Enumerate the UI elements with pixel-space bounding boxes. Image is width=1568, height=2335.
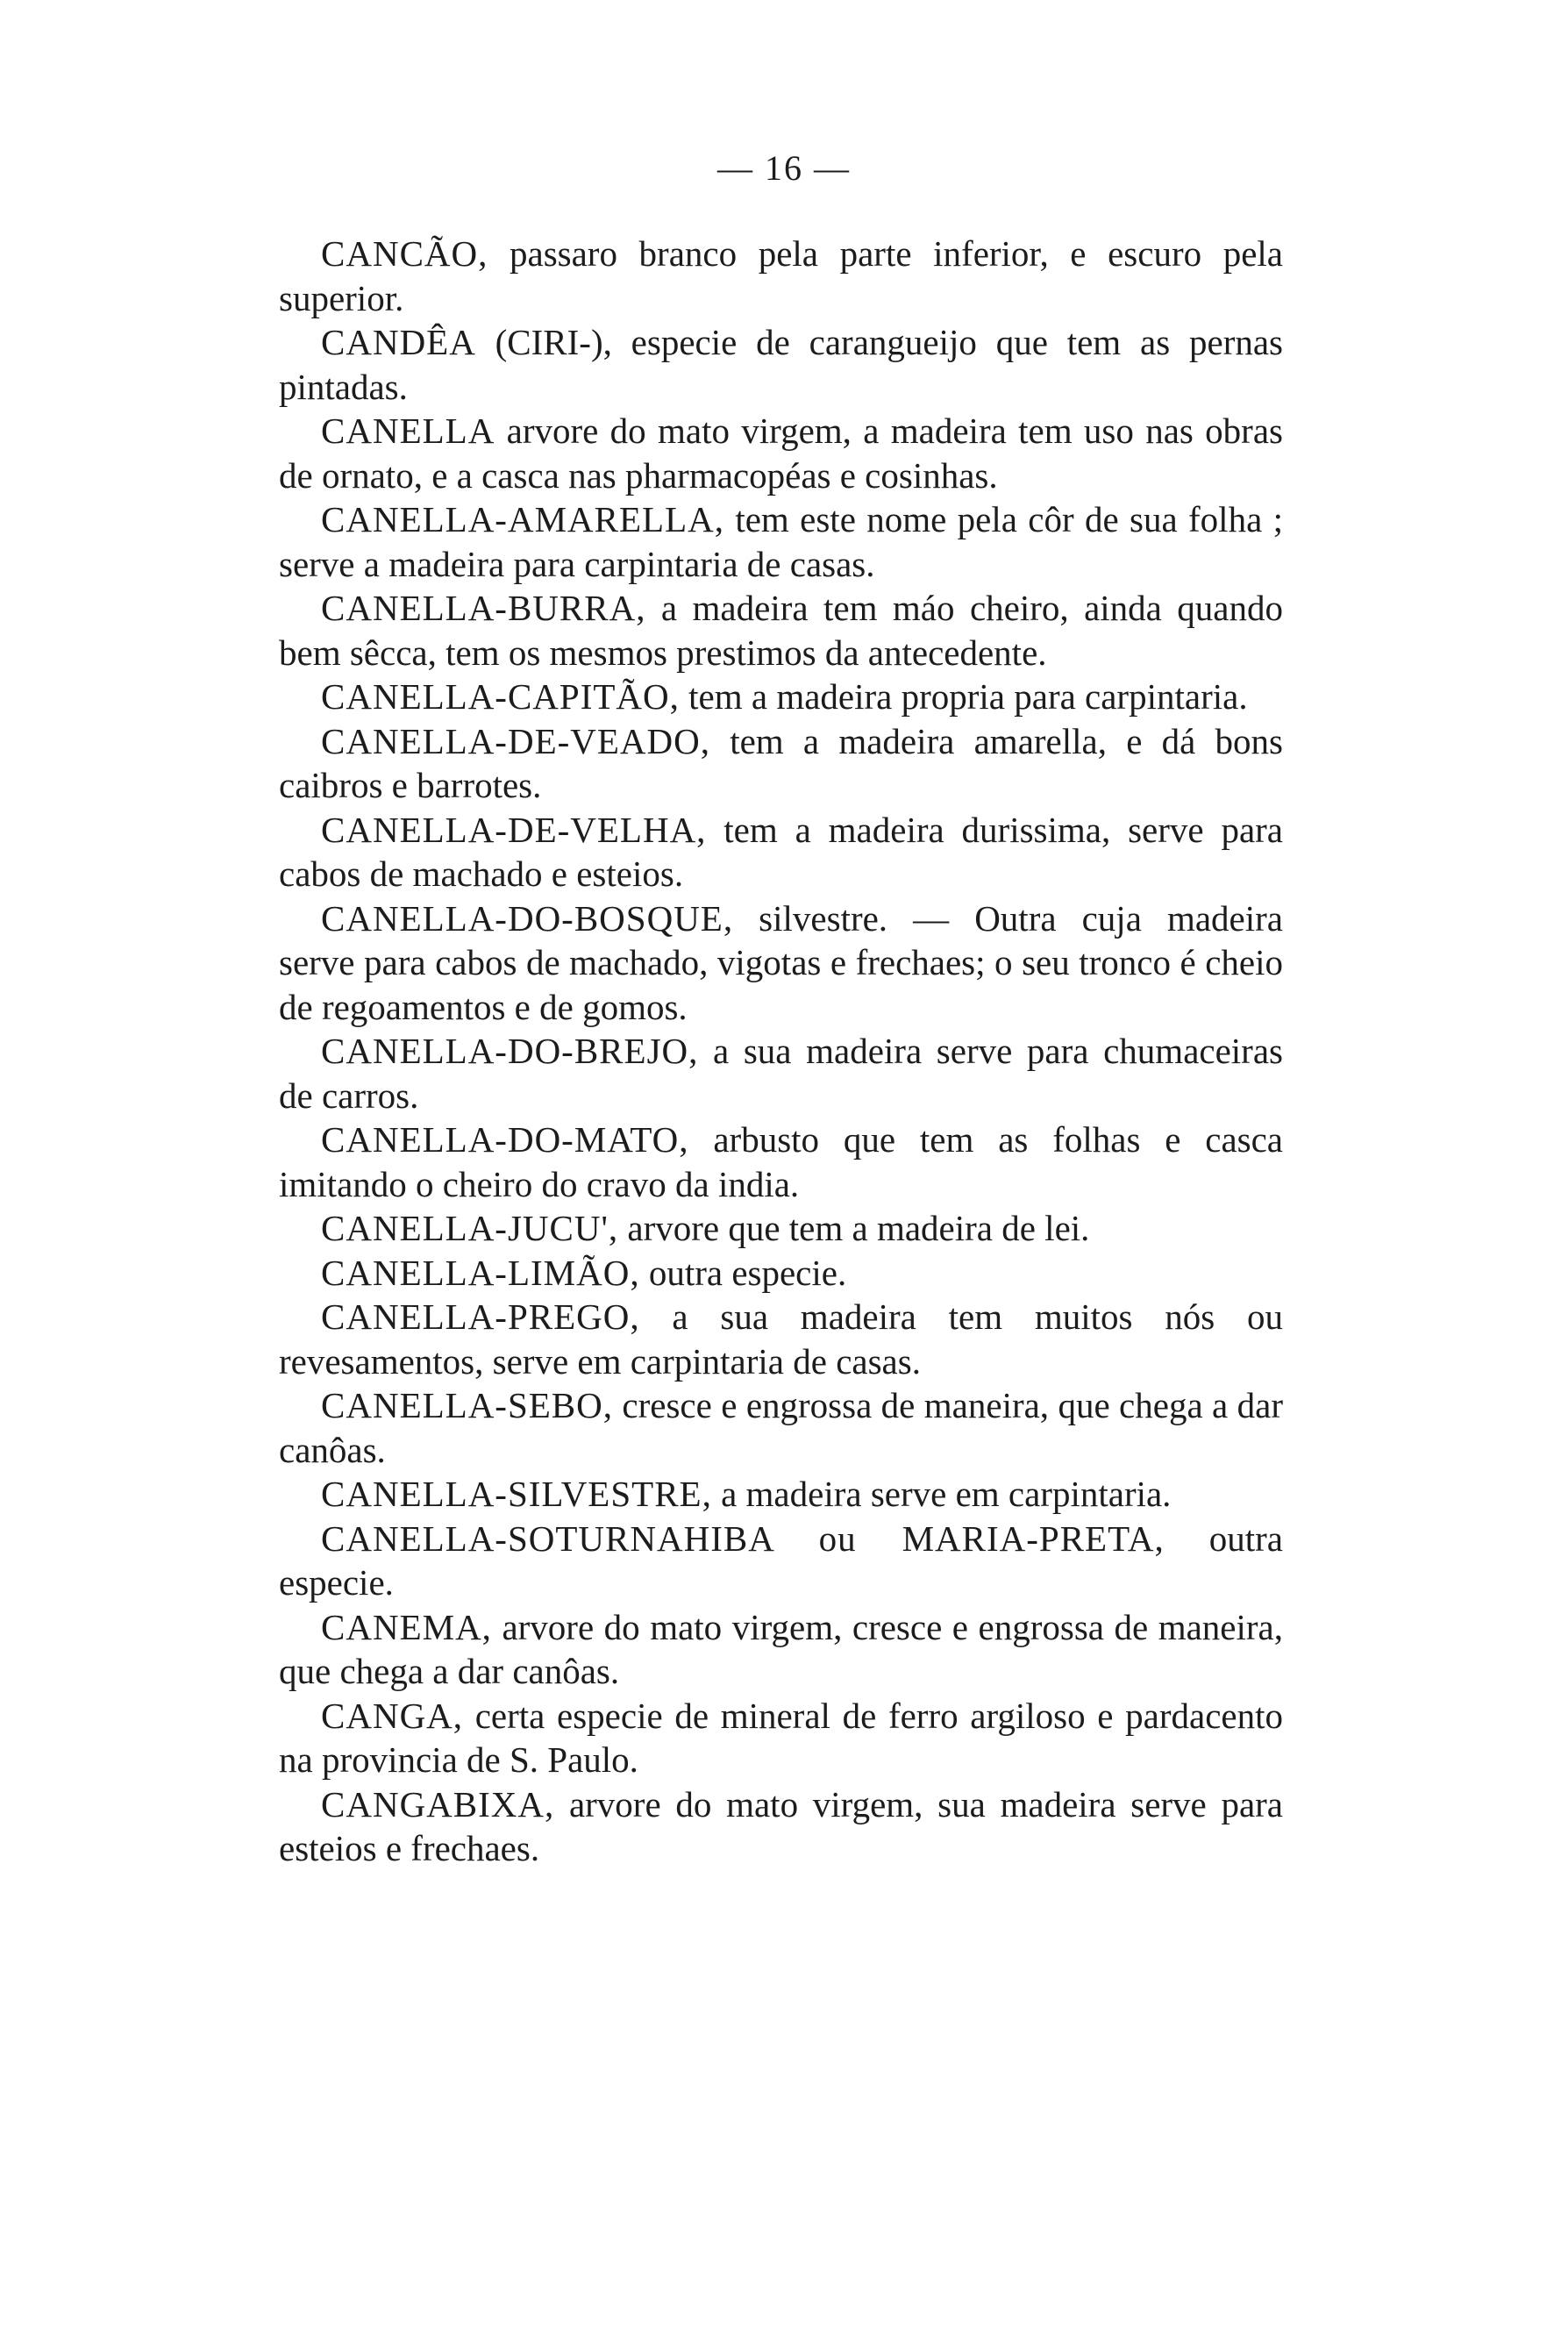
entry-definition: passaro branco pela parte inferior, e escuro pela superior. bbox=[279, 233, 1283, 318]
entry-definition: outra especie. bbox=[639, 1252, 847, 1293]
entry-headword: CANEMA, bbox=[321, 1606, 492, 1647]
entry-definition: arvore do mato virgem, cresce e engrossa de maneira, que chega a dar canôas. bbox=[279, 1606, 1283, 1691]
entry-headword: CANELLA-SILVESTRE, bbox=[321, 1474, 712, 1514]
dictionary-text bbox=[279, 232, 1283, 1871]
entry-definition: a madeira tem máo cheiro, ainda quando bem sêcca, tem os mesmos prestimos da antecedente. bbox=[279, 588, 1283, 673]
dictionary-entry bbox=[279, 320, 1283, 409]
entry-headword: CANELLA-DO-BREJO, bbox=[321, 1031, 699, 1071]
entry-headword: CANELLA-SOTURNAHIBA ou MARIA-PRETA, bbox=[321, 1517, 1165, 1559]
entry-headword: CANDÊA bbox=[321, 322, 476, 362]
entry-definition: outra especie. bbox=[279, 1517, 1283, 1603]
dictionary-entry bbox=[279, 409, 1283, 497]
entry-definition: tem este nome pela côr de sua folha ; serve a madeira para carpintaria de casas. bbox=[279, 499, 1283, 584]
entry-headword: CANELLA-DE-VEADO, bbox=[321, 720, 710, 761]
entry-definition: tem a madeira amarella, e dá bons caibros e barrotes. bbox=[279, 720, 1283, 805]
entry-headword: CANELLA-LIMÃO, bbox=[321, 1252, 640, 1293]
dictionary-entry bbox=[279, 1029, 1283, 1118]
entry-headword: CANELLA-BURRA, bbox=[321, 588, 646, 628]
entry-definition: arvore do mato virgem, a madeira tem uso nas obras de ornato, e a casca nas pharmacopéas e cosinhas. bbox=[279, 411, 1283, 496]
dictionary-entry bbox=[279, 808, 1283, 896]
entry-headword: CANELLA-DE-VELHA, bbox=[321, 809, 707, 850]
entry-headword: CANELLA-AMARELLA, bbox=[321, 499, 724, 539]
dictionary-entry bbox=[279, 497, 1283, 586]
entry-headword: CANELLA-JUCU', bbox=[321, 1208, 619, 1248]
dictionary-entry bbox=[279, 1694, 1283, 1782]
dictionary-entry bbox=[279, 1605, 1283, 1694]
dictionary-entry bbox=[279, 232, 1283, 320]
entry-headword: CANELLA-SEBO, bbox=[321, 1385, 614, 1425]
entry-headword: CANELLA bbox=[321, 411, 495, 451]
entry-headword: CANGA, bbox=[321, 1695, 464, 1736]
dictionary-entry bbox=[279, 586, 1283, 675]
dictionary-entry bbox=[279, 1251, 1283, 1296]
entry-definition: cresce e engrossa de maneira, que chega a dar canôas. bbox=[279, 1385, 1283, 1470]
dictionary-entry bbox=[279, 1472, 1283, 1517]
entry-definition: arvore que tem a madeira de lei. bbox=[618, 1208, 1090, 1248]
entry-headword: CANELLA-DO-BOSQUE, bbox=[321, 897, 734, 939]
entry-definition: a madeira serve em carpintaria. bbox=[711, 1474, 1172, 1514]
entry-headword: CANELLA-CAPITÃO, bbox=[321, 676, 680, 717]
dictionary-entry bbox=[279, 675, 1283, 719]
entry-definition: tem a madeira propria para carpintaria. bbox=[679, 676, 1248, 717]
entry-definition: certa especie de mineral de ferro argiloso e pardacento na provincia de S. Paulo. bbox=[279, 1695, 1283, 1780]
entry-headword: CANELLA-PREGO, bbox=[321, 1296, 640, 1337]
page-number: — 16 — bbox=[717, 148, 851, 188]
entry-definition: a sua madeira tem muitos nós ou revesamentos, serve em carpintaria de casas. bbox=[279, 1296, 1283, 1382]
dictionary-entry bbox=[279, 1517, 1283, 1605]
entry-definition: arbusto que tem as folhas e casca imitando o cheiro do cravo da india. bbox=[279, 1119, 1283, 1204]
entry-headword: CANGABIXA, bbox=[321, 1783, 555, 1824]
entry-headword: CANCÃO, bbox=[321, 233, 488, 274]
dictionary-entry bbox=[279, 1118, 1283, 1206]
dictionary-entry bbox=[279, 1295, 1283, 1383]
entry-definition: tem a madeira durissima, serve para cabos de machado e esteios. bbox=[279, 809, 1283, 894]
dictionary-entry bbox=[279, 1782, 1283, 1871]
dictionary-entry bbox=[279, 719, 1283, 808]
dictionary-entry bbox=[279, 896, 1283, 1030]
entry-definition: a sua madeira serve para chumaceiras de carros. bbox=[279, 1031, 1283, 1116]
dictionary-entry bbox=[279, 1383, 1283, 1472]
dictionary-entry bbox=[279, 1206, 1283, 1251]
entry-headword: CANELLA-DO-MATO, bbox=[321, 1119, 689, 1160]
entry-definition: (CIRI-), especie de carangueijo que tem as pernas pintadas. bbox=[279, 322, 1283, 407]
entry-definition: arvore do mato virgem, sua madeira serve para esteios e frechaes. bbox=[279, 1783, 1283, 1868]
entry-definition: silvestre. — Outra cuja madeira serve para cabos de machado, vigotas e frechaes; o seu tronco é cheio de regoamentos e de gomos. bbox=[279, 897, 1283, 1027]
